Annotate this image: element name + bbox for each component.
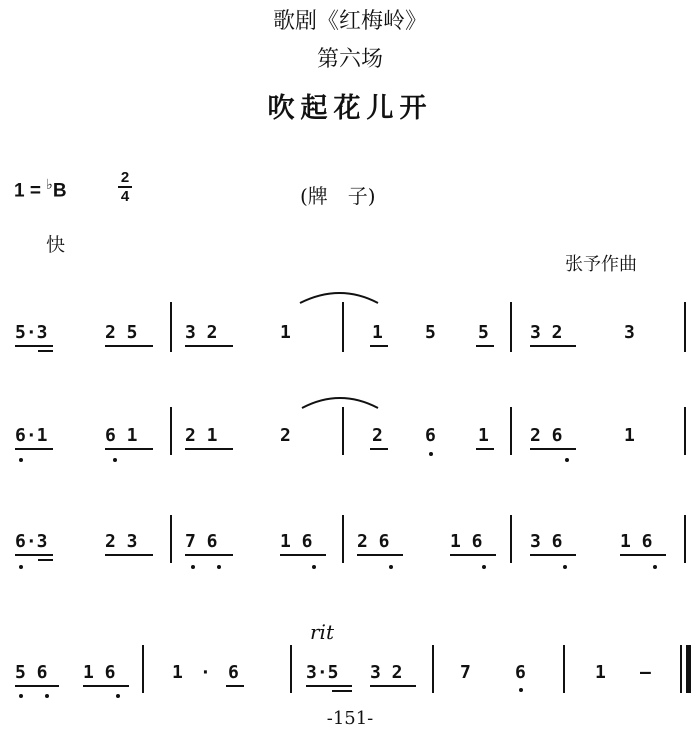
note-group: 3·5 xyxy=(306,662,339,683)
note-group: 3 6 xyxy=(530,531,563,552)
dot-extension: · xyxy=(200,662,211,683)
note-group: 6 1 xyxy=(105,425,138,446)
qupai-label: (牌 子) xyxy=(300,184,376,208)
note-group: 1 6 xyxy=(83,662,116,683)
rit-marking: rit xyxy=(310,620,334,644)
slur xyxy=(300,293,378,303)
note: 6 xyxy=(515,662,526,683)
note-group: 3 2 xyxy=(530,322,563,343)
note: 3 xyxy=(624,322,635,343)
note-group: 2 6 xyxy=(530,425,563,446)
note: 1 xyxy=(372,322,383,343)
note: 1 xyxy=(280,322,291,343)
note: 1 xyxy=(172,662,183,683)
note-group: 5 6 xyxy=(15,662,48,683)
note: 7 xyxy=(460,662,471,683)
note-group: 1 6 xyxy=(620,531,653,552)
note-group: 5·3 xyxy=(15,322,48,343)
note-group: 3 2 xyxy=(185,322,218,343)
note: 2 xyxy=(280,425,291,446)
scene-title: 第六场 xyxy=(316,47,383,72)
note-group: 7 6 xyxy=(185,531,218,552)
page-number: -151- xyxy=(326,708,374,729)
time-denominator: 4 xyxy=(120,188,130,205)
note-group: 2 5 xyxy=(105,322,138,343)
note-group: 2 6 xyxy=(357,531,390,552)
key-note: B xyxy=(52,180,67,202)
note-group: 1 6 xyxy=(450,531,483,552)
note-group: 3 2 xyxy=(370,662,403,683)
note: 2 xyxy=(372,425,383,446)
opera-title: 歌剧《红梅岭》 xyxy=(272,9,427,34)
note: 6 xyxy=(228,662,239,683)
note: 5 xyxy=(425,322,436,343)
slur xyxy=(302,398,378,408)
tempo-marking: 快 xyxy=(46,234,66,256)
dash-extension: – xyxy=(640,662,651,683)
note: 1 xyxy=(595,662,606,683)
note: 1 xyxy=(478,425,489,446)
note-group: 1 6 xyxy=(280,531,313,552)
note: 5 xyxy=(478,322,489,343)
key-prefix: 1 = xyxy=(14,180,41,202)
composer-credit: 张予作曲 xyxy=(565,254,637,275)
note-group: 6·3 xyxy=(15,531,48,552)
flat-sign: ♭ xyxy=(46,176,53,192)
note-group: 2 1 xyxy=(185,425,218,446)
time-numerator: 2 xyxy=(120,169,130,186)
song-title: 吹起花儿开 xyxy=(267,93,433,124)
note-group: 6·1 xyxy=(15,425,48,446)
note: 6 xyxy=(425,425,436,446)
note: 1 xyxy=(624,425,635,446)
note-group: 2 3 xyxy=(105,531,138,552)
